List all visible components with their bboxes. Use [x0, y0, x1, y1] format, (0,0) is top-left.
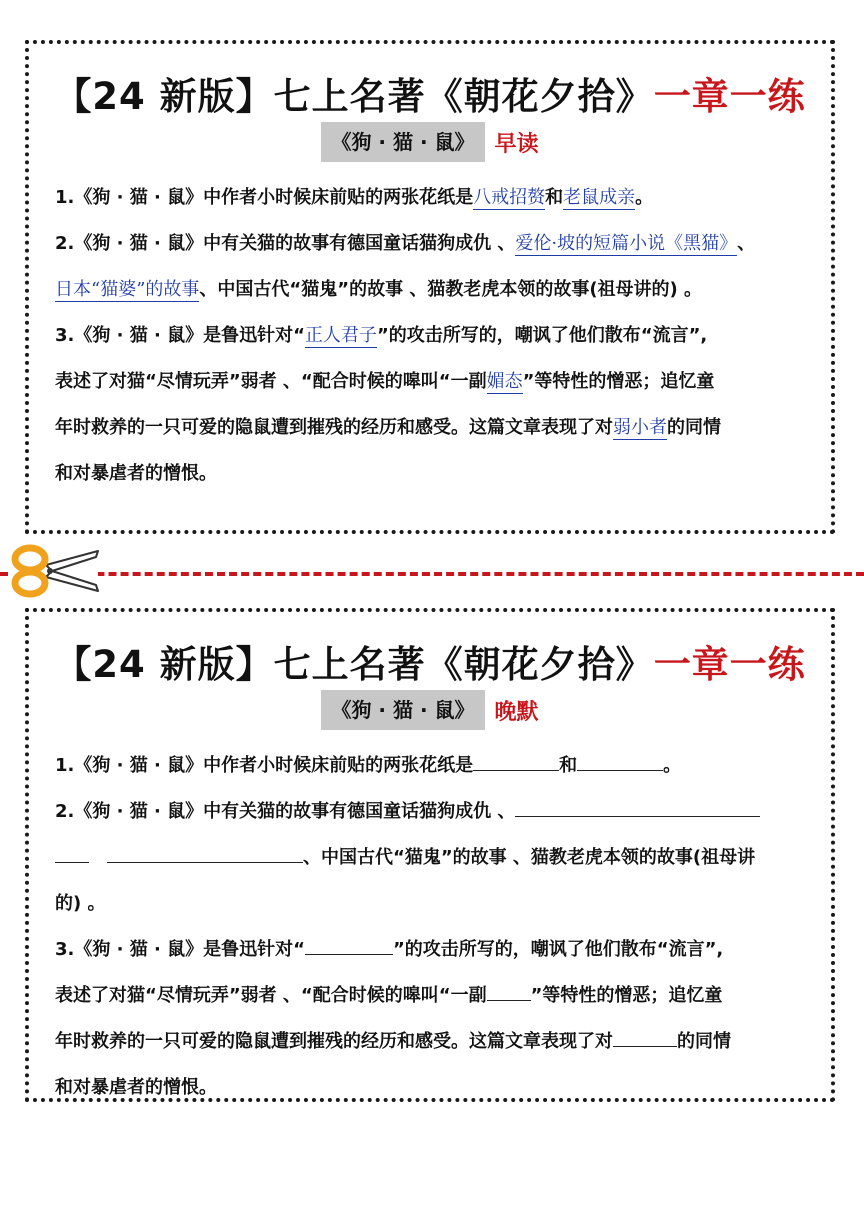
question-text: ”的攻击所写的，嘲讽了他们散布“流言”,: [376, 325, 708, 346]
chapter-badge: 《狗 · 猫 · 鼠》: [321, 122, 484, 162]
title-prefix: 【24 新版】七上名著《朝花夕拾》: [54, 643, 654, 686]
question-text: 、: [737, 233, 756, 254]
question-list: [55, 175, 811, 497]
question-list: [55, 743, 811, 1111]
question-2-cont: [55, 835, 811, 881]
question-text: 。: [635, 187, 654, 208]
fill-blank: [107, 844, 303, 863]
question-text: 。: [663, 755, 682, 776]
title-suffix: 一章一练: [653, 75, 806, 118]
question-text: 3.《狗 · 猫 · 鼠》是鲁迅针对“: [55, 939, 305, 960]
fill-blank: [613, 1028, 677, 1047]
subtitle: [29, 122, 831, 162]
scissors-icon: [6, 543, 102, 599]
question-3-cont: [55, 359, 811, 405]
session-tag: 晚默: [494, 699, 539, 725]
question-3-cont: [55, 973, 811, 1019]
title-suffix: 一章一练: [653, 643, 806, 686]
question-text: 、中国古代“猫鬼”的故事 、猫教老虎本领的故事(祖母讲: [303, 847, 756, 868]
fill-blank: [515, 798, 760, 817]
page-title: [29, 66, 831, 120]
morning-card: [25, 40, 835, 534]
chapter-badge: 《狗 · 猫 · 鼠》: [321, 690, 484, 730]
answer-2b: 日本“猫婆”的故事: [55, 279, 200, 300]
question-3-cont: [55, 405, 811, 451]
question-text: 和: [559, 755, 578, 776]
question-text: 的) 。: [55, 893, 106, 914]
question-text: 3.《狗 · 猫 · 鼠》是鲁迅针对“: [55, 325, 305, 346]
question-3-cont: [55, 1065, 811, 1111]
question-text: 和: [545, 187, 564, 208]
question-text: ”等特性的憎恶；追忆童: [522, 371, 715, 392]
question-3: [55, 313, 811, 359]
question-text: 2.《狗 · 猫 · 鼠》中有关猫的故事有德国童话猫狗成仇 、: [55, 233, 516, 254]
session-tag: 早读: [494, 131, 539, 157]
fill-blank: [487, 982, 531, 1001]
subtitle: [29, 690, 831, 730]
question-text: 年时救养的一只可爱的隐鼠遭到摧残的经历和感受。这篇文章表现了对: [55, 1031, 613, 1052]
question-text: 和对暴虐者的憎恨。: [55, 463, 217, 484]
question-2: [55, 221, 811, 267]
question-text: 表述了对猫“尽情玩弄”弱者 、“配合时候的嗥叫“一副: [55, 371, 487, 392]
page-title: [29, 634, 831, 688]
question-text: ”的攻击所写的，嘲讽了他们散布“流言”,: [392, 939, 724, 960]
question-3: [55, 927, 811, 973]
answer-3c: 弱小者: [613, 417, 667, 438]
question-2-cont: [55, 267, 811, 313]
question-text: ”等特性的憎恶；追忆童: [530, 985, 723, 1006]
fill-blank: [577, 752, 663, 771]
question-3-cont: [55, 1019, 811, 1065]
question-1: [55, 743, 811, 789]
question-text: 的同情: [677, 1031, 731, 1052]
evening-card: [25, 608, 835, 1102]
question-text: 的同情: [667, 417, 721, 438]
question-text: 年时救养的一只可爱的隐鼠遭到摧残的经历和感受。这篇文章表现了对: [55, 417, 613, 438]
question-2: [55, 789, 811, 835]
question-text: 和对暴虐者的憎恨。: [55, 1077, 217, 1098]
question-text: 表述了对猫“尽情玩弄”弱者 、“配合时候的嗥叫“一副: [55, 985, 487, 1006]
fill-blank: [305, 936, 393, 955]
answer-2a: 爱伦·坡的短篇小说《黑猫》: [515, 233, 738, 254]
question-3-cont: [55, 451, 811, 497]
cut-line: [0, 572, 864, 576]
question-2-cont: [55, 881, 811, 927]
question-text: 、中国古代“猫鬼”的故事 、猫教老虎本领的故事(祖母讲的) 。: [199, 279, 703, 300]
fill-blank: [55, 844, 89, 863]
question-text: 1.《狗 · 猫 · 鼠》中作者小时候床前贴的两张花纸是: [55, 187, 474, 208]
answer-3b: 媚态: [486, 371, 523, 392]
answer-1b: 老鼠成亲: [563, 187, 636, 208]
fill-blank: [473, 752, 559, 771]
answer-1a: 八戒招赘: [473, 187, 546, 208]
question-text: 1.《狗 · 猫 · 鼠》中作者小时候床前贴的两张花纸是: [55, 755, 474, 776]
title-prefix: 【24 新版】七上名著《朝花夕拾》: [54, 75, 654, 118]
question-1: [55, 175, 811, 221]
question-text: 2.《狗 · 猫 · 鼠》中有关猫的故事有德国童话猫狗成仇 、: [55, 801, 516, 822]
answer-3a: 正人君子: [304, 325, 377, 346]
